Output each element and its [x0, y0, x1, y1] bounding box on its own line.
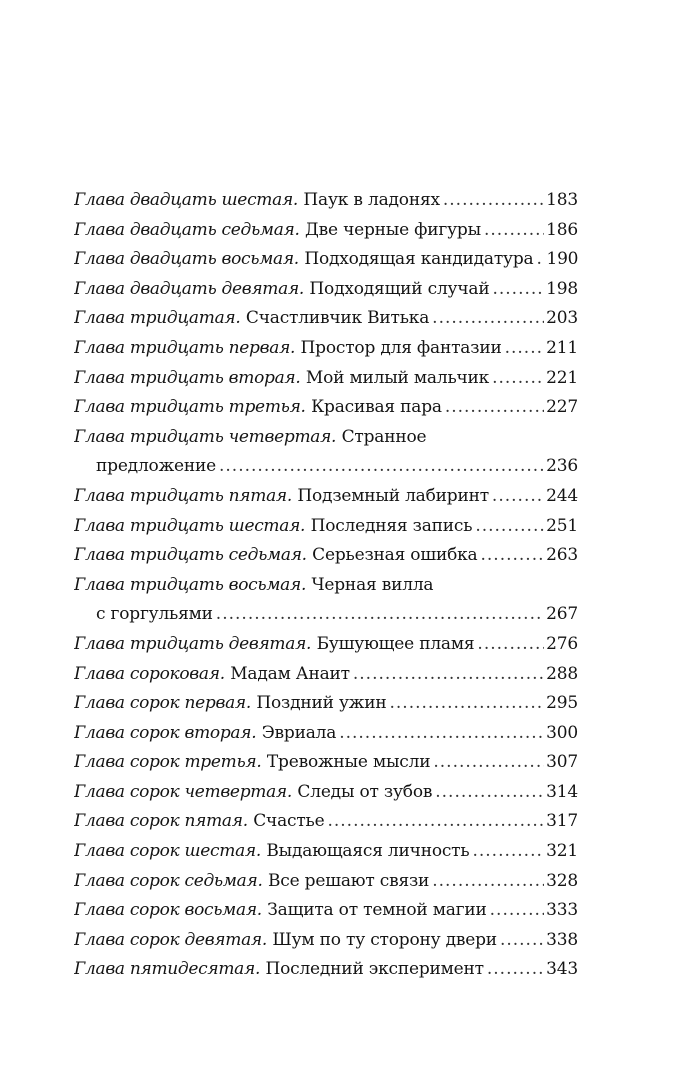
chapter-label: Глава двадцать восьмая.: [74, 249, 299, 270]
chapter-title: Выдающаяся личность: [266, 841, 470, 862]
chapter-title: Эвриала: [261, 722, 337, 743]
toc-line: [74, 660, 578, 690]
dot-leader: [490, 896, 544, 926]
page-number: 295: [546, 693, 578, 714]
dot-leader: [327, 807, 544, 837]
chapter-title: Счастливчик Витька: [245, 308, 430, 329]
toc-line: [74, 926, 578, 956]
chapter-label: Глава тридцать третья.: [74, 397, 306, 418]
chapter-label: Глава тридцать седьмая.: [74, 545, 307, 566]
toc-line: [74, 186, 578, 216]
page-number: 251: [546, 515, 578, 536]
chapter-label: Глава двадцать шестая.: [74, 190, 299, 210]
page-number: 221: [546, 367, 578, 388]
dot-leader: [445, 393, 544, 423]
dot-leader: [433, 748, 544, 778]
toc-entry: [74, 867, 578, 897]
page-number: 300: [546, 722, 578, 743]
page-number: 211: [546, 337, 578, 358]
dot-leader: [432, 867, 544, 897]
dot-leader: [389, 689, 544, 719]
chapter-label: Глава сорок седьмая.: [74, 870, 263, 891]
page-number: 244: [546, 485, 578, 506]
chapter-label: Глава тридцать пятая.: [74, 485, 292, 506]
toc-entry: [74, 719, 578, 749]
chapter-title: Черная вилла: [311, 574, 434, 595]
toc-line: [74, 364, 578, 394]
chapter-title: Две черные фигуры: [305, 219, 481, 240]
dot-leader: [475, 512, 544, 542]
toc-line: [74, 807, 578, 837]
toc-entry: [74, 955, 578, 985]
chapter-label: Глава тридцать восьмая.: [74, 574, 307, 595]
toc-entry: [74, 245, 578, 275]
dot-leader: [484, 216, 544, 246]
page-number: 307: [546, 752, 578, 773]
toc-line-continuation: [74, 452, 578, 482]
toc-line: [74, 304, 578, 334]
chapter-title: Следы от зубов: [297, 781, 433, 802]
toc-line: [74, 245, 578, 275]
chapter-title: Подходящая кандидатура: [304, 249, 534, 270]
dot-leader: [219, 452, 544, 482]
page-number: 267: [546, 604, 578, 625]
toc-line: [74, 689, 578, 719]
page-number: 186: [546, 219, 578, 240]
chapter-title: Все решают связи: [268, 870, 430, 891]
toc-line: [74, 748, 578, 778]
chapter-title: Последний эксперимент: [265, 959, 484, 980]
chapter-title: Защита от темной магии: [267, 900, 487, 921]
toc-line: [74, 482, 578, 512]
page-number: 328: [546, 870, 578, 891]
page-number: 190: [546, 249, 578, 270]
dot-leader: [536, 245, 544, 275]
toc-entry: [74, 748, 578, 778]
chapter-label: Глава пятидесятая.: [74, 959, 261, 980]
dot-leader: [492, 364, 544, 394]
toc-line: [74, 571, 578, 601]
chapter-label: Глава тридцать девятая.: [74, 633, 312, 654]
toc-entry: [74, 423, 578, 482]
toc-line: [74, 778, 578, 808]
chapter-label: Глава тридцать четвертая.: [74, 426, 337, 447]
page-number: 338: [546, 929, 578, 950]
dot-leader: [480, 541, 544, 571]
chapter-label: Глава сорок первая.: [74, 693, 251, 714]
dot-leader: [492, 275, 544, 305]
chapter-label: Глава тридцать первая.: [74, 337, 296, 358]
dot-leader: [477, 630, 544, 660]
toc-entry: [74, 807, 578, 837]
toc-entry: [74, 334, 578, 364]
chapter-label: Глава сорок четвертая.: [74, 781, 292, 802]
dot-leader: [472, 837, 544, 867]
page-number: 317: [546, 811, 578, 832]
table-of-contents: [74, 186, 578, 985]
page-number: 203: [546, 308, 578, 329]
toc-line: [74, 216, 578, 246]
toc-line: [74, 867, 578, 897]
chapter-label: Глава тридцатая.: [74, 308, 241, 329]
toc-entry: [74, 541, 578, 571]
dot-leader: [505, 334, 545, 364]
chapter-title: Бушующее пламя: [316, 633, 475, 654]
toc-line: [74, 955, 578, 985]
chapter-title: Подходящий случай: [309, 278, 490, 299]
chapter-label: Глава тридцать вторая.: [74, 367, 301, 388]
page-number: 263: [546, 545, 578, 566]
dot-leader: [216, 600, 544, 630]
page-number: 333: [546, 900, 578, 921]
toc-line-continuation: [74, 600, 578, 630]
page-number: 288: [546, 663, 578, 684]
chapter-title: Подземный лабиринт: [297, 485, 489, 506]
chapter-title-continuation: с горгульями: [96, 604, 213, 625]
page-number: 183: [546, 190, 578, 210]
toc-entry: [74, 275, 578, 305]
chapter-label: Глава двадцать девятая.: [74, 278, 305, 299]
toc-entry: [74, 512, 578, 542]
page-number: 321: [546, 841, 578, 862]
chapter-title: Мой милый мальчик: [305, 367, 490, 388]
page-number: 198: [546, 278, 578, 299]
toc-line: [74, 334, 578, 364]
page-number: 343: [546, 959, 578, 980]
dot-leader: [339, 719, 544, 749]
toc-entry: [74, 660, 578, 690]
dot-leader: [435, 778, 544, 808]
toc-entry: [74, 778, 578, 808]
dot-leader: [500, 926, 544, 956]
chapter-title: Паук в ладонях: [303, 190, 440, 210]
chapter-label: Глава сорок девятая.: [74, 929, 267, 950]
toc-line: [74, 837, 578, 867]
toc-entry: [74, 837, 578, 867]
chapter-label: Глава тридцать шестая.: [74, 515, 306, 536]
dot-leader: [492, 482, 544, 512]
toc-line: [74, 630, 578, 660]
chapter-title: Шум по ту сторону двери: [272, 929, 497, 950]
toc-entry: [74, 689, 578, 719]
toc-entry: [74, 571, 578, 630]
toc-entry: [74, 482, 578, 512]
toc-line: [74, 275, 578, 305]
page-number: 236: [546, 456, 578, 477]
chapter-title: Мадам Анаит: [230, 663, 350, 684]
dot-leader: [487, 955, 544, 985]
chapter-label: Глава сорок шестая.: [74, 841, 261, 862]
page-number: 314: [546, 781, 578, 802]
page-number: 276: [546, 633, 578, 654]
page-number: 227: [546, 397, 578, 418]
chapter-label: Глава двадцать седьмая.: [74, 219, 300, 240]
toc-entry: [74, 216, 578, 246]
dot-leader: [353, 660, 544, 690]
chapter-label: Глава сорок вторая.: [74, 722, 257, 743]
chapter-label: Глава сорок пятая.: [74, 811, 248, 832]
toc-entry: [74, 630, 578, 660]
toc-line: [74, 512, 578, 542]
chapter-title: Счастье: [253, 811, 325, 832]
toc-entry: [74, 896, 578, 926]
toc-entry: [74, 186, 578, 216]
chapter-title: Тревожные мысли: [266, 752, 431, 773]
toc-line: [74, 896, 578, 926]
chapter-label: Глава сороковая.: [74, 663, 225, 684]
chapter-title-continuation: предложение: [96, 456, 216, 477]
chapter-label: Глава сорок восьмая.: [74, 900, 262, 921]
chapter-title: Поздний ужин: [256, 693, 387, 714]
dot-leader: [443, 186, 544, 216]
toc-entry: [74, 304, 578, 334]
toc-line: [74, 541, 578, 571]
chapter-title: Красивая пара: [311, 397, 442, 418]
dot-leader: [432, 304, 544, 334]
chapter-title: Простор для фантазии: [300, 337, 502, 358]
toc-entry: [74, 364, 578, 394]
toc-line: [74, 719, 578, 749]
toc-entry: [74, 393, 578, 423]
chapter-label: Глава сорок третья.: [74, 752, 262, 773]
toc-entry: [74, 926, 578, 956]
toc-line: [74, 393, 578, 423]
chapter-title: Последняя запись: [310, 515, 473, 536]
chapter-title: Странное: [341, 426, 427, 447]
toc-line: [74, 423, 578, 453]
chapter-title: Серьезная ошибка: [312, 545, 478, 566]
